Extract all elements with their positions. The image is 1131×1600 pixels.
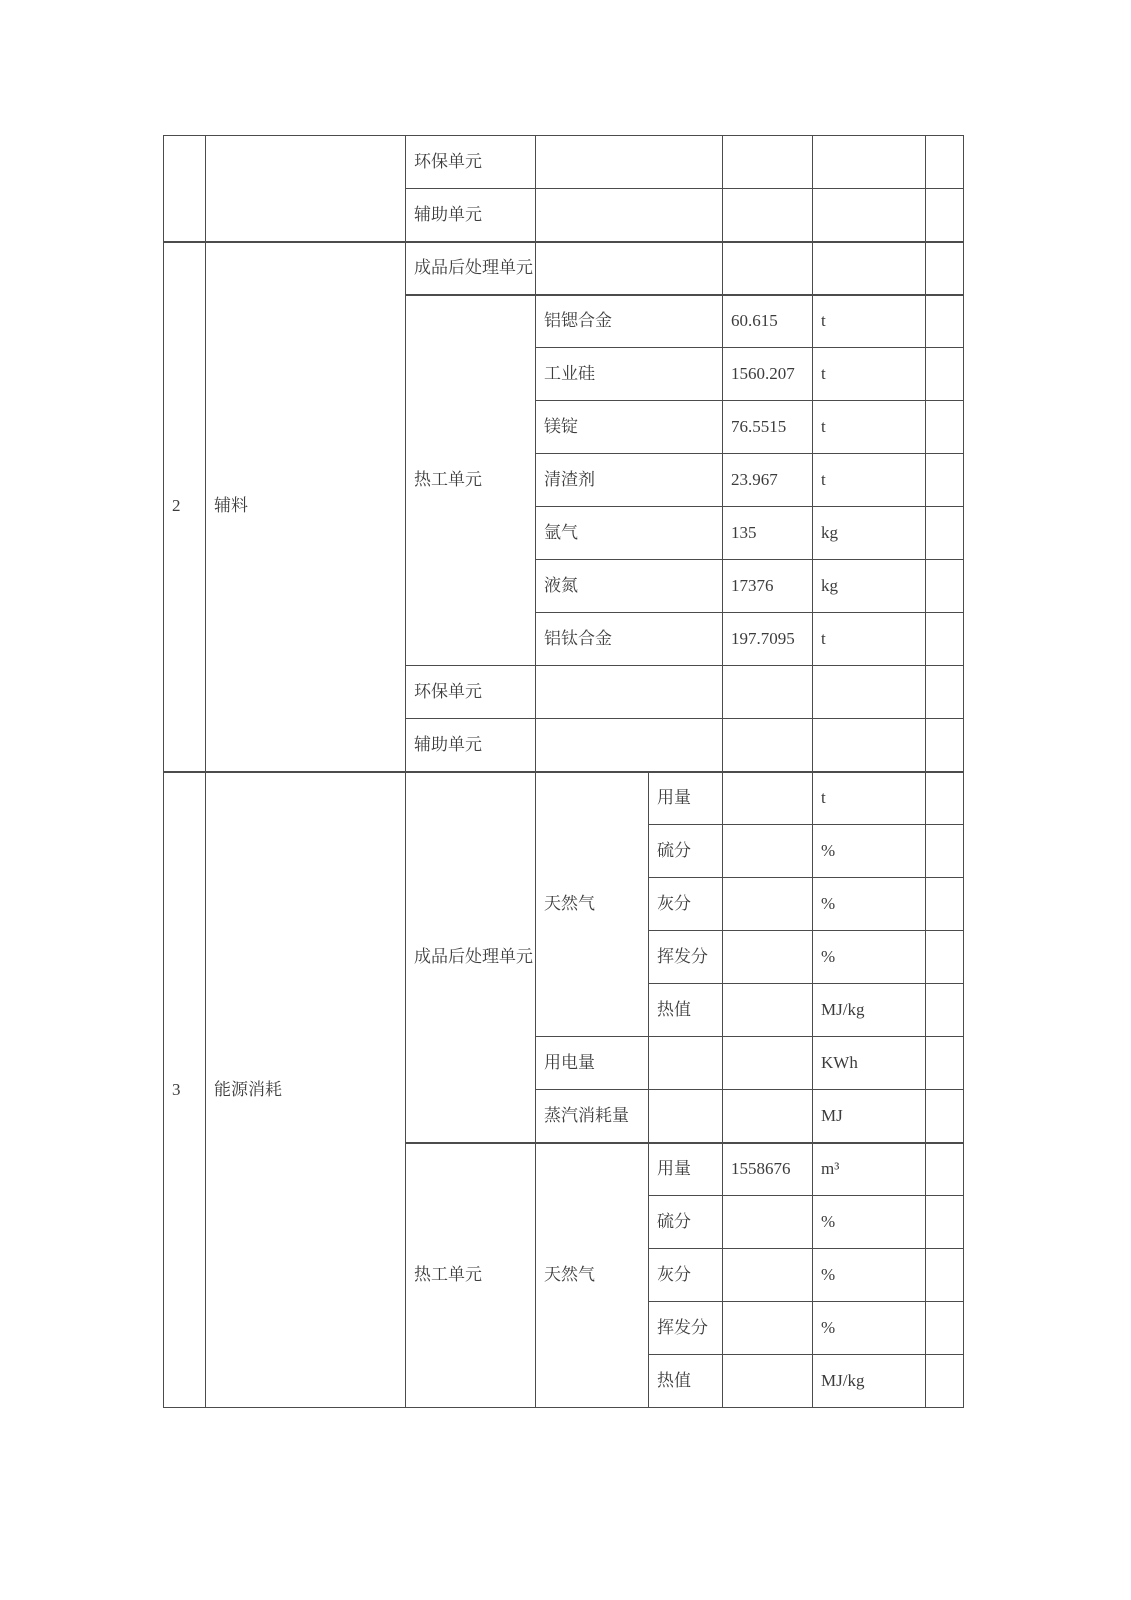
cell-unit: t [813, 454, 926, 507]
cell-unit: % [813, 1302, 926, 1355]
cell-remark [926, 348, 964, 401]
cell-unit: t [813, 401, 926, 454]
cell-material-name: 工业硅 [536, 348, 723, 401]
cell-param-name: 挥发分 [649, 931, 723, 984]
cell-unit [813, 189, 926, 242]
cell-item-name [536, 719, 723, 772]
cell-remark [926, 189, 964, 242]
cell-remark [926, 454, 964, 507]
cell-category: 辅料 [206, 242, 406, 772]
cell-value [723, 772, 813, 825]
cell-remark [926, 719, 964, 772]
cell-param-name: 热值 [649, 984, 723, 1037]
cell-param-name: 硫分 [649, 1196, 723, 1249]
cell-value [723, 1302, 813, 1355]
cell-remark [926, 295, 964, 348]
cell-energy-name: 蒸汽消耗量 [536, 1090, 649, 1143]
cell-process-unit: 环保单元 [406, 136, 536, 189]
cell-remark [926, 931, 964, 984]
table-row [164, 242, 964, 295]
cell-remark [926, 1355, 964, 1408]
cell-remark [926, 666, 964, 719]
cell-unit [813, 136, 926, 189]
cell-value [723, 878, 813, 931]
cell-value: 17376 [723, 560, 813, 613]
cell-value [723, 1249, 813, 1302]
cell-process-unit: 环保单元 [406, 666, 536, 719]
cell-value: 23.967 [723, 454, 813, 507]
cell-value: 60.615 [723, 295, 813, 348]
cell-category: 能源消耗 [206, 772, 406, 1408]
cell-remark [926, 401, 964, 454]
cell-unit: t [813, 348, 926, 401]
cell-unit: t [813, 613, 926, 666]
cell-seq: 2 [164, 242, 206, 772]
cell-value: 135 [723, 507, 813, 560]
cell-process-unit: 热工单元 [406, 1143, 536, 1408]
cell-remark [926, 507, 964, 560]
cell-item-name [536, 136, 723, 189]
cell-param-name: 用量 [649, 772, 723, 825]
cell-value [723, 931, 813, 984]
cell-unit: kg [813, 560, 926, 613]
cell-value: 197.7095 [723, 613, 813, 666]
cell-unit: MJ [813, 1090, 926, 1143]
cell-material-name: 镁锭 [536, 401, 723, 454]
cell-value [723, 136, 813, 189]
table-row [164, 772, 964, 825]
cell-remark [926, 825, 964, 878]
cell-unit [813, 666, 926, 719]
cell-unit: % [813, 878, 926, 931]
cell-remark [926, 1037, 964, 1090]
cell-param-name: 挥发分 [649, 1302, 723, 1355]
cell-process-unit: 成品后处理单元 [406, 772, 536, 1143]
cell-param-name: 硫分 [649, 825, 723, 878]
cell-fuel-type: 天然气 [536, 772, 649, 1037]
cell-param-name: 用量 [649, 1143, 723, 1196]
cell-fuel-type: 天然气 [536, 1143, 649, 1408]
cell-param-name: 灰分 [649, 1249, 723, 1302]
cell-value [723, 242, 813, 295]
cell-unit: % [813, 825, 926, 878]
cell-remark [926, 613, 964, 666]
cell-remark [926, 984, 964, 1037]
cell-unit [813, 719, 926, 772]
cell-param-name: 热值 [649, 1355, 723, 1408]
cell-item-name [536, 242, 723, 295]
cell-unit [813, 242, 926, 295]
cell-unit: MJ/kg [813, 984, 926, 1037]
cell-value [723, 1196, 813, 1249]
cell-remark [926, 1302, 964, 1355]
materials-energy-table [163, 135, 964, 1408]
cell-process-unit: 成品后处理单元 [406, 242, 536, 295]
cell-remark [926, 1143, 964, 1196]
cell-unit: MJ/kg [813, 1355, 926, 1408]
cell-process-unit: 辅助单元 [406, 189, 536, 242]
cell-material-name: 氩气 [536, 507, 723, 560]
cell-item-name [536, 666, 723, 719]
cell-material-name: 铝钛合金 [536, 613, 723, 666]
cell-category-empty [206, 136, 406, 242]
cell-unit: KWh [813, 1037, 926, 1090]
cell-value [723, 984, 813, 1037]
cell-value [723, 1037, 813, 1090]
cell-remark [926, 560, 964, 613]
cell-param-name [649, 1090, 723, 1143]
cell-param-name: 灰分 [649, 878, 723, 931]
cell-value [723, 1090, 813, 1143]
cell-material-name: 液氮 [536, 560, 723, 613]
cell-unit: t [813, 295, 926, 348]
cell-remark [926, 878, 964, 931]
cell-remark [926, 1249, 964, 1302]
cell-unit: m³ [813, 1143, 926, 1196]
cell-material-name: 铝锶合金 [536, 295, 723, 348]
cell-value: 1558676 [723, 1143, 813, 1196]
cell-seq: 3 [164, 772, 206, 1408]
table-row [164, 136, 964, 189]
cell-value [723, 666, 813, 719]
cell-remark [926, 1090, 964, 1143]
cell-value: 1560.207 [723, 348, 813, 401]
cell-process-unit: 辅助单元 [406, 719, 536, 772]
cell-value [723, 189, 813, 242]
cell-value: 76.5515 [723, 401, 813, 454]
cell-unit: % [813, 931, 926, 984]
cell-unit: kg [813, 507, 926, 560]
cell-item-name [536, 189, 723, 242]
cell-remark [926, 242, 964, 295]
cell-value [723, 1355, 813, 1408]
cell-param-name [649, 1037, 723, 1090]
cell-remark [926, 1196, 964, 1249]
cell-remark [926, 772, 964, 825]
cell-energy-name: 用电量 [536, 1037, 649, 1090]
cell-seq-empty [164, 136, 206, 242]
cell-material-name: 清渣剂 [536, 454, 723, 507]
cell-unit: % [813, 1249, 926, 1302]
cell-remark [926, 136, 964, 189]
cell-unit: % [813, 1196, 926, 1249]
cell-value [723, 719, 813, 772]
cell-value [723, 825, 813, 878]
cell-process-unit: 热工单元 [406, 295, 536, 666]
cell-unit: t [813, 772, 926, 825]
